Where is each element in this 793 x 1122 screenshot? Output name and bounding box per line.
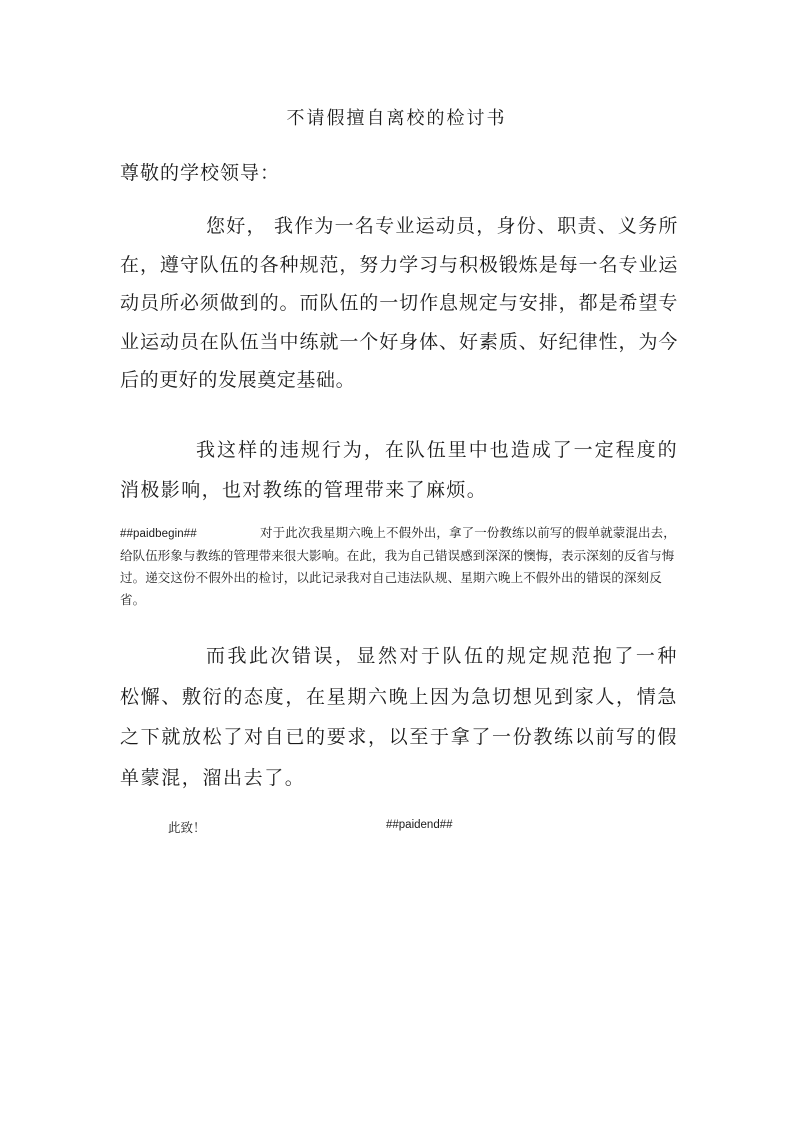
paragraph-greeting: 您好， 我作为一名专业运动员，身份、职责、义务所在，遵守队伍的各种规范，努力学习与积极锻炼是每一名专业运动员所必须做到的。而队伍的一切作息规定与安排，都是希望专业运动员在队伍当中练就一个好身体、好素质、好纪律性，为今后的更好的发展奠定基础。 — [120, 215, 678, 391]
paragraph-violation-impact: 我这样的违规行为，在队伍里中也造成了一定程度的消极影响，也对教练的管理带来了麻烦。 — [120, 439, 678, 501]
paid-begin-marker: ##paidbegin## — [120, 528, 197, 540]
paid-end-marker: ##paidend## — [386, 819, 453, 831]
paid-content-text: 对于此次我星期六晚上不假外出，拿了一份教练以前写的假单就蒙混出去，给队伍形象与教练的管理带来很大影响。在此，我为自己错误感到深深的懊悔，表示深刻的反省与悔过。递交这份不假外出的检讨，以此记录我对自己违法队规、星期六晚上不假外出的错误的深刻反省。 — [120, 525, 676, 607]
paid-content-block — [120, 522, 678, 611]
closing-salute: 此致！ — [168, 820, 206, 835]
paragraph-mistake: 而我此次错误，显然对于队伍的规定规范抱了一种松懈、敷衍的态度，在星期六晚上因为急切想见到家人，情急之下就放松了对自已的要求，以至于拿了一份教练以前写的假单蒙混，溜出去了。 — [120, 645, 678, 789]
salutation: 尊敬的学校领导： — [120, 162, 281, 184]
document-title: 不请假擅自离校的检讨书 — [286, 108, 507, 129]
